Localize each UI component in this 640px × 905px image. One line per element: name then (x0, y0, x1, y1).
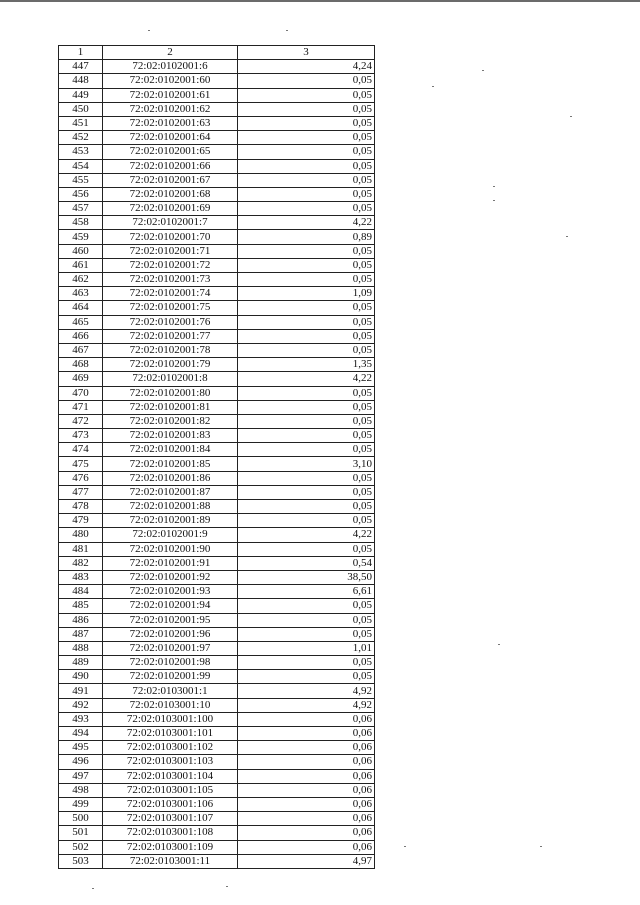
row-number-cell: 497 (59, 769, 103, 783)
table-row (59, 684, 375, 698)
cadastral-number-cell: 72:02:0102001:67 (103, 173, 238, 187)
row-number-cell: 468 (59, 358, 103, 372)
table-row (59, 741, 375, 755)
value-cell: 0,05 (238, 273, 375, 287)
value-cell: 38,50 (238, 570, 375, 584)
table-row (59, 443, 375, 457)
row-number-cell: 475 (59, 457, 103, 471)
scan-speck (92, 888, 94, 889)
cadastral-number-cell: 72:02:0102001:70 (103, 230, 238, 244)
table-row (59, 202, 375, 216)
table-row (59, 74, 375, 88)
table-body (59, 60, 375, 869)
value-cell: 0,05 (238, 500, 375, 514)
value-cell: 0,05 (238, 88, 375, 102)
table-row (59, 159, 375, 173)
scan-speck (286, 30, 288, 31)
row-number-cell: 465 (59, 315, 103, 329)
table-row (59, 826, 375, 840)
value-cell: 4,24 (238, 60, 375, 74)
cadastral-number-cell: 72:02:0103001:108 (103, 826, 238, 840)
value-cell: 4,97 (238, 854, 375, 868)
scan-speck (432, 86, 434, 87)
cadastral-number-cell: 72:02:0103001:100 (103, 712, 238, 726)
value-cell: 0,05 (238, 429, 375, 443)
cadastral-number-cell: 72:02:0103001:106 (103, 797, 238, 811)
value-cell: 0,06 (238, 755, 375, 769)
cadastral-number-cell: 72:02:0102001:87 (103, 485, 238, 499)
value-cell: 0,05 (238, 386, 375, 400)
table-row (59, 599, 375, 613)
cadastral-number-cell: 72:02:0102001:62 (103, 102, 238, 116)
row-number-cell: 464 (59, 301, 103, 315)
scan-speck (493, 200, 495, 201)
table-row (59, 783, 375, 797)
value-cell: 0,05 (238, 656, 375, 670)
table-row (59, 457, 375, 471)
cadastral-number-cell: 72:02:0103001:109 (103, 840, 238, 854)
row-number-cell: 500 (59, 812, 103, 826)
cadastral-number-cell: 72:02:0102001:77 (103, 329, 238, 343)
value-cell: 0,05 (238, 471, 375, 485)
value-cell: 0,05 (238, 116, 375, 130)
scan-speck (493, 186, 495, 187)
cadastral-number-cell: 72:02:0102001:89 (103, 514, 238, 528)
cadastral-number-cell: 72:02:0102001:93 (103, 585, 238, 599)
cadastral-number-cell: 72:02:0102001:71 (103, 244, 238, 258)
value-cell: 0,06 (238, 712, 375, 726)
cadastral-number-cell: 72:02:0102001:86 (103, 471, 238, 485)
value-cell: 0,06 (238, 741, 375, 755)
table-row (59, 386, 375, 400)
table-row (59, 131, 375, 145)
parcel-table (58, 45, 375, 869)
cadastral-number-cell: 72:02:0103001:103 (103, 755, 238, 769)
row-number-cell: 466 (59, 329, 103, 343)
scan-speck (226, 886, 228, 887)
value-cell: 4,92 (238, 684, 375, 698)
value-cell: 0,05 (238, 613, 375, 627)
cadastral-number-cell: 72:02:0102001:68 (103, 187, 238, 201)
row-number-cell: 496 (59, 755, 103, 769)
cadastral-number-cell: 72:02:0103001:107 (103, 812, 238, 826)
cadastral-number-cell: 72:02:0102001:75 (103, 301, 238, 315)
value-cell: 1,01 (238, 641, 375, 655)
row-number-cell: 489 (59, 656, 103, 670)
table-row (59, 840, 375, 854)
value-cell: 0,06 (238, 812, 375, 826)
table-row (59, 88, 375, 102)
table-row (59, 485, 375, 499)
cadastral-number-cell: 72:02:0102001:91 (103, 556, 238, 570)
row-number-cell: 483 (59, 570, 103, 584)
row-number-cell: 467 (59, 343, 103, 357)
row-number-cell: 469 (59, 372, 103, 386)
cadastral-number-cell: 72:02:0103001:1 (103, 684, 238, 698)
cadastral-number-cell: 72:02:0102001:98 (103, 656, 238, 670)
row-number-cell: 502 (59, 840, 103, 854)
row-number-cell: 463 (59, 287, 103, 301)
row-number-cell: 501 (59, 826, 103, 840)
table-row (59, 755, 375, 769)
row-number-cell: 486 (59, 613, 103, 627)
row-number-cell: 447 (59, 60, 103, 74)
table-row (59, 187, 375, 201)
cadastral-number-cell: 72:02:0102001:96 (103, 627, 238, 641)
value-cell: 0,54 (238, 556, 375, 570)
value-cell: 0,06 (238, 840, 375, 854)
cadastral-number-cell: 72:02:0102001:63 (103, 116, 238, 130)
cadastral-number-cell: 72:02:0102001:88 (103, 500, 238, 514)
scan-speck (570, 116, 572, 117)
value-cell: 0,06 (238, 783, 375, 797)
table-row (59, 301, 375, 315)
row-number-cell: 484 (59, 585, 103, 599)
value-cell: 1,35 (238, 358, 375, 372)
row-number-cell: 456 (59, 187, 103, 201)
table-row (59, 429, 375, 443)
value-cell: 0,05 (238, 145, 375, 159)
scan-speck (148, 30, 150, 31)
value-cell: 0,05 (238, 514, 375, 528)
table-row (59, 358, 375, 372)
value-cell: 4,22 (238, 216, 375, 230)
table-row (59, 287, 375, 301)
cadastral-number-cell: 72:02:0103001:11 (103, 854, 238, 868)
row-number-cell: 451 (59, 116, 103, 130)
scan-speck (540, 846, 542, 847)
table-row (59, 514, 375, 528)
cadastral-number-cell: 72:02:0102001:92 (103, 570, 238, 584)
scan-speck (404, 846, 406, 847)
column-header-2: 2 (103, 46, 238, 60)
table-row (59, 613, 375, 627)
table-row (59, 627, 375, 641)
cadastral-number-cell: 72:02:0103001:10 (103, 698, 238, 712)
value-cell: 0,05 (238, 74, 375, 88)
row-number-cell: 485 (59, 599, 103, 613)
table-row (59, 641, 375, 655)
row-number-cell: 459 (59, 230, 103, 244)
table-row (59, 102, 375, 116)
value-cell: 3,10 (238, 457, 375, 471)
table-row (59, 698, 375, 712)
row-number-cell: 452 (59, 131, 103, 145)
value-cell: 0,05 (238, 315, 375, 329)
cadastral-number-cell: 72:02:0102001:80 (103, 386, 238, 400)
value-cell: 4,92 (238, 698, 375, 712)
row-number-cell: 488 (59, 641, 103, 655)
column-header-3: 3 (238, 46, 375, 60)
value-cell: 0,05 (238, 400, 375, 414)
row-number-cell: 454 (59, 159, 103, 173)
cadastral-number-cell: 72:02:0102001:81 (103, 400, 238, 414)
table-row (59, 372, 375, 386)
cadastral-number-cell: 72:02:0103001:102 (103, 741, 238, 755)
cadastral-number-cell: 72:02:0102001:65 (103, 145, 238, 159)
value-cell: 0,05 (238, 414, 375, 428)
value-cell: 0,05 (238, 173, 375, 187)
value-cell: 0,05 (238, 102, 375, 116)
cadastral-number-cell: 72:02:0102001:7 (103, 216, 238, 230)
scan-speck (566, 236, 568, 237)
table-row (59, 244, 375, 258)
table-row (59, 343, 375, 357)
value-cell: 0,05 (238, 542, 375, 556)
table-header-row (59, 46, 375, 60)
value-cell: 0,05 (238, 258, 375, 272)
row-number-cell: 494 (59, 727, 103, 741)
value-cell: 6,61 (238, 585, 375, 599)
row-number-cell: 482 (59, 556, 103, 570)
value-cell: 0,06 (238, 826, 375, 840)
row-number-cell: 476 (59, 471, 103, 485)
table-row (59, 116, 375, 130)
table-row (59, 329, 375, 343)
table-row (59, 400, 375, 414)
cadastral-number-cell: 72:02:0102001:83 (103, 429, 238, 443)
cadastral-number-cell: 72:02:0102001:9 (103, 528, 238, 542)
table-row (59, 812, 375, 826)
table-row (59, 556, 375, 570)
table-row (59, 570, 375, 584)
table-row (59, 273, 375, 287)
cadastral-number-cell: 72:02:0102001:84 (103, 443, 238, 457)
table-row (59, 656, 375, 670)
cadastral-number-cell: 72:02:0102001:90 (103, 542, 238, 556)
table-row (59, 414, 375, 428)
cadastral-number-cell: 72:02:0102001:97 (103, 641, 238, 655)
top-edge-rule (0, 0, 640, 2)
cadastral-number-cell: 72:02:0102001:61 (103, 88, 238, 102)
row-number-cell: 474 (59, 443, 103, 457)
value-cell: 0,06 (238, 769, 375, 783)
cadastral-number-cell: 72:02:0102001:95 (103, 613, 238, 627)
row-number-cell: 449 (59, 88, 103, 102)
table-row (59, 727, 375, 741)
table-row (59, 258, 375, 272)
scan-speck (498, 644, 500, 645)
row-number-cell: 470 (59, 386, 103, 400)
table-row (59, 854, 375, 868)
value-cell: 0,05 (238, 627, 375, 641)
row-number-cell: 503 (59, 854, 103, 868)
table-row (59, 528, 375, 542)
cadastral-number-cell: 72:02:0103001:101 (103, 727, 238, 741)
row-number-cell: 478 (59, 500, 103, 514)
scan-speck (482, 70, 484, 71)
cadastral-number-cell: 72:02:0102001:69 (103, 202, 238, 216)
value-cell: 0,05 (238, 443, 375, 457)
table-row (59, 769, 375, 783)
cadastral-number-cell: 72:02:0102001:94 (103, 599, 238, 613)
row-number-cell: 455 (59, 173, 103, 187)
row-number-cell: 457 (59, 202, 103, 216)
row-number-cell: 495 (59, 741, 103, 755)
value-cell: 0,05 (238, 202, 375, 216)
table-row (59, 542, 375, 556)
row-number-cell: 492 (59, 698, 103, 712)
cadastral-number-cell: 72:02:0102001:99 (103, 670, 238, 684)
row-number-cell: 448 (59, 74, 103, 88)
row-number-cell: 473 (59, 429, 103, 443)
value-cell: 4,22 (238, 528, 375, 542)
row-number-cell: 499 (59, 797, 103, 811)
cadastral-number-cell: 72:02:0102001:78 (103, 343, 238, 357)
cadastral-number-cell: 72:02:0102001:79 (103, 358, 238, 372)
row-number-cell: 493 (59, 712, 103, 726)
table-row (59, 173, 375, 187)
table-row (59, 585, 375, 599)
row-number-cell: 487 (59, 627, 103, 641)
cadastral-number-cell: 72:02:0102001:6 (103, 60, 238, 74)
row-number-cell: 453 (59, 145, 103, 159)
row-number-cell: 450 (59, 102, 103, 116)
value-cell: 0,05 (238, 485, 375, 499)
value-cell: 0,89 (238, 230, 375, 244)
row-number-cell: 480 (59, 528, 103, 542)
column-header-1: 1 (59, 46, 103, 60)
cadastral-number-cell: 72:02:0102001:82 (103, 414, 238, 428)
row-number-cell: 498 (59, 783, 103, 797)
cadastral-number-cell: 72:02:0102001:8 (103, 372, 238, 386)
table-row (59, 712, 375, 726)
row-number-cell: 491 (59, 684, 103, 698)
row-number-cell: 490 (59, 670, 103, 684)
cadastral-number-cell: 72:02:0102001:64 (103, 131, 238, 145)
value-cell: 0,05 (238, 131, 375, 145)
cadastral-number-cell: 72:02:0103001:105 (103, 783, 238, 797)
table-row (59, 60, 375, 74)
value-cell: 0,06 (238, 727, 375, 741)
value-cell: 0,05 (238, 159, 375, 173)
value-cell: 0,05 (238, 670, 375, 684)
row-number-cell: 477 (59, 485, 103, 499)
cadastral-number-cell: 72:02:0102001:73 (103, 273, 238, 287)
row-number-cell: 460 (59, 244, 103, 258)
value-cell: 0,05 (238, 343, 375, 357)
cadastral-number-cell: 72:02:0102001:72 (103, 258, 238, 272)
row-number-cell: 479 (59, 514, 103, 528)
table-row (59, 670, 375, 684)
row-number-cell: 458 (59, 216, 103, 230)
table-row (59, 230, 375, 244)
table-row (59, 500, 375, 514)
row-number-cell: 461 (59, 258, 103, 272)
value-cell: 4,22 (238, 372, 375, 386)
cadastral-number-cell: 72:02:0102001:85 (103, 457, 238, 471)
cadastral-number-cell: 72:02:0102001:60 (103, 74, 238, 88)
row-number-cell: 481 (59, 542, 103, 556)
cadastral-number-cell: 72:02:0102001:74 (103, 287, 238, 301)
value-cell: 0,05 (238, 329, 375, 343)
cadastral-number-cell: 72:02:0103001:104 (103, 769, 238, 783)
value-cell: 1,09 (238, 287, 375, 301)
row-number-cell: 462 (59, 273, 103, 287)
value-cell: 0,06 (238, 797, 375, 811)
cadastral-number-cell: 72:02:0102001:76 (103, 315, 238, 329)
value-cell: 0,05 (238, 599, 375, 613)
value-cell: 0,05 (238, 187, 375, 201)
value-cell: 0,05 (238, 244, 375, 258)
table-row (59, 216, 375, 230)
row-number-cell: 471 (59, 400, 103, 414)
table-row (59, 145, 375, 159)
cadastral-number-cell: 72:02:0102001:66 (103, 159, 238, 173)
table-row (59, 797, 375, 811)
row-number-cell: 472 (59, 414, 103, 428)
table-row (59, 471, 375, 485)
table-row (59, 315, 375, 329)
value-cell: 0,05 (238, 301, 375, 315)
